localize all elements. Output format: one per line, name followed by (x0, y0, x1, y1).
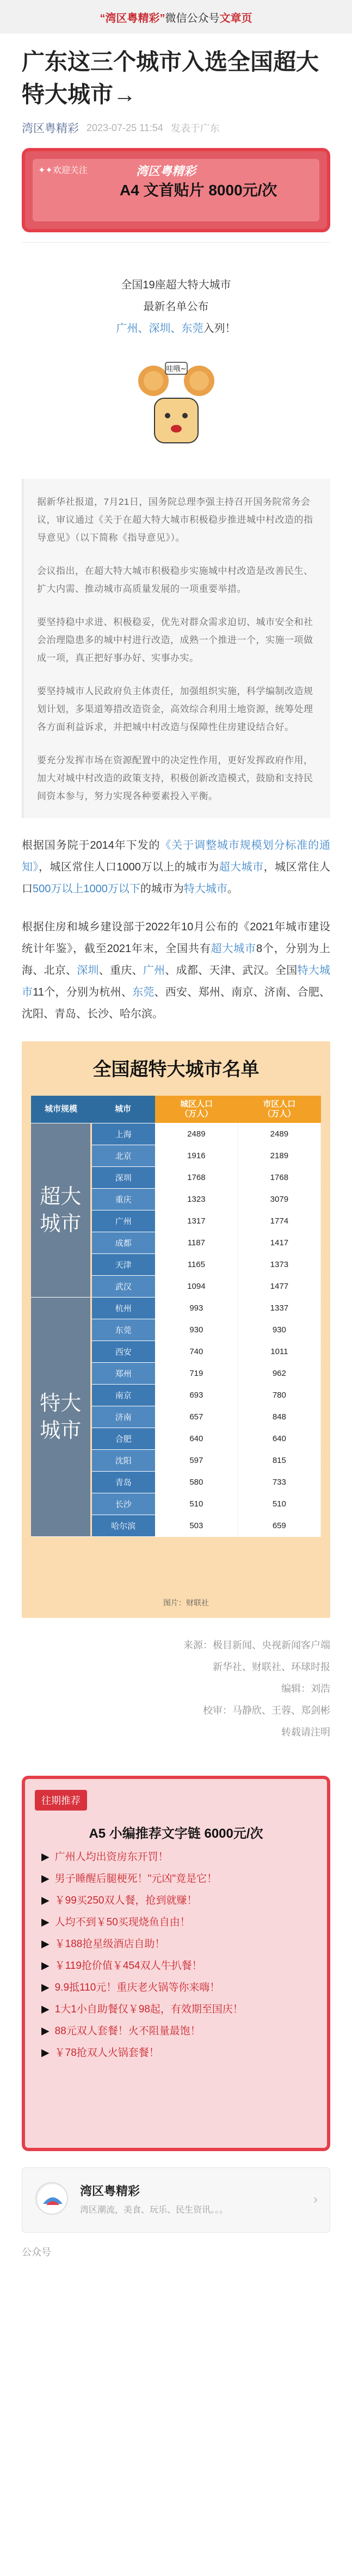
author-link[interactable]: 湾区粤精彩 (22, 122, 79, 135)
table-cell-city: 成都 (91, 1232, 155, 1253)
recommend-link-text: 1大1小自助餐仅￥98起，有效期至国庆！ (54, 2004, 243, 2015)
chevron-right-icon: › (313, 2192, 318, 2207)
table-title: 全国超特大城市名单 (92, 1059, 260, 1080)
city-table (31, 1096, 321, 1537)
footer-label: 公众号 (22, 2247, 51, 2258)
table-cell-district: 1774 (238, 1210, 320, 1232)
table-source: 图片：财联社 (163, 1598, 209, 1607)
table-group-label: 特大城市 (31, 1297, 91, 1536)
arrow-right-icon: ▶ (41, 1938, 50, 1950)
credits-block (22, 1634, 330, 1743)
table-cell-district: 1373 (238, 1253, 320, 1275)
table-cell-district: 1768 (238, 1166, 320, 1188)
credits-line: 新华社、财联社、环球时报 (213, 1661, 330, 1672)
credits-line: 校审：马静欣、王蓉、郑剑彬 (203, 1705, 330, 1716)
table-cell-city: 合肥 (91, 1428, 155, 1449)
table-cell-city: 武汉 (91, 1275, 155, 1297)
table-cell-district: 3079 (238, 1188, 320, 1210)
table-cell-district: 780 (238, 1384, 320, 1406)
city-list-table-image (22, 1041, 330, 1618)
article-meta (22, 120, 330, 136)
table-cell-district: 733 (238, 1471, 320, 1493)
intro-cities: 广州、深圳、东莞 (116, 323, 203, 335)
table-cell-urban: 510 (155, 1493, 238, 1515)
ad-slot-price: A4 文首贴片 8000元/次 (120, 182, 277, 199)
recommend-link[interactable] (41, 1890, 316, 1912)
table-header: 市区人口 （万人） (238, 1096, 320, 1123)
quote-paragraph: 会议指出，在超大特大城市积极稳步实施城中村改造是改善民生、扩大内需、推动城市高质量发展的一项重要举措。 (37, 566, 313, 594)
intro-line-1: 全国19座超大特大城市 (121, 279, 231, 291)
table-cell-district: 930 (238, 1319, 320, 1340)
recommended-links-box (22, 1776, 330, 2151)
table-cell-urban: 719 (155, 1362, 238, 1384)
table-cell-city: 西安 (91, 1340, 155, 1362)
policy-link[interactable]: 《关于调整城市规模划分标准的通知》 (22, 839, 331, 873)
table-cell-district: 2489 (238, 1123, 320, 1145)
table-cell-urban: 740 (155, 1340, 238, 1362)
table-cell-district: 1337 (238, 1297, 320, 1319)
recommend-link-text: 人均不到￥50买现烧鱼自由！ (54, 1917, 190, 1928)
topbar-channel: 微信公众号 (165, 12, 220, 24)
recommend-link-text: ￥188抢星级酒店自助！ (54, 1938, 165, 1950)
arrow-right-icon: ▶ (41, 2004, 50, 2015)
intro-line-2: 最新名单公布 (143, 301, 209, 313)
ad-banner-inner (33, 159, 319, 221)
recommend-link-text: 男子睡醒后腿梗死！"元凶"竟是它！ (54, 1873, 218, 1885)
recommend-link[interactable] (41, 1999, 316, 2021)
table-header: 城市规模 (31, 1096, 91, 1123)
recommend-link[interactable] (41, 2021, 316, 2042)
quote-paragraph: 要充分发挥市场在资源配置中的决定性作用，更好发挥政府作用，加大对城中村改造的政策支持，积极创新改造模式，鼓励和支持民间资本参与，努力实现各种要素投入平衡。 (37, 755, 313, 801)
credits-line: 来源：极目新闻、央视新闻客户端 (183, 1640, 330, 1651)
table-cell-city: 沈阳 (91, 1449, 155, 1471)
table-cell-urban: 1768 (155, 1166, 238, 1188)
publish-location: 发表于广东 (170, 123, 220, 134)
intro-block (22, 274, 330, 339)
table-cell-city: 哈尔滨 (91, 1515, 155, 1536)
table-cell-city: 天津 (91, 1253, 155, 1275)
table-cell-urban: 993 (155, 1297, 238, 1319)
table-cell-urban: 640 (155, 1428, 238, 1449)
table-cell-urban: 597 (155, 1449, 238, 1471)
table-cell-city: 郑州 (91, 1362, 155, 1384)
intro-line-3 (22, 318, 330, 339)
table-cell-district: 815 (238, 1449, 320, 1471)
table-cell-urban: 1094 (155, 1275, 238, 1297)
arrow-right-icon: ▶ (41, 1982, 50, 1993)
recommend-link-text: 88元双人套餐！火不阻量最饱！ (54, 2025, 201, 2037)
credits-line: 转载请注明 (281, 1727, 330, 1738)
publish-datetime: 2023-07-25 11:54 (87, 122, 163, 133)
recommend-link-text: 9.9抵110元！重庆老火锅等你来嗨！ (54, 1982, 220, 1993)
table-cell-urban: 693 (155, 1384, 238, 1406)
table-cell-city: 杭州 (91, 1297, 155, 1319)
news-quote-block (22, 479, 330, 818)
table-cell-urban: 1323 (155, 1188, 238, 1210)
article-container (22, 34, 330, 2259)
ad-brand-text: 湾区粤精彩 (136, 164, 196, 178)
table-cell-district: 848 (238, 1406, 320, 1428)
arrow-right-icon: ▶ (41, 1873, 50, 1885)
table-cell-urban: 1317 (155, 1210, 238, 1232)
arrow-right-icon: ▶ (41, 1917, 50, 1928)
arrow-right-icon: ▶ (41, 1851, 50, 1863)
recommend-link[interactable] (41, 1977, 316, 1999)
table-header: 城市 (91, 1096, 155, 1123)
quote-paragraph: 要坚持城市人民政府负主体责任，加强组织实施，科学编制改造规划计划，多渠道筹措改造资金，高效综合利用土地资源，统筹处理各方面利益诉求，并把城中村改造与保障性住房建设结合好。 (37, 686, 313, 732)
recommend-link-text: 广州人均出资房东开罚！ (54, 1851, 169, 1863)
table-row (31, 1123, 321, 1145)
table-cell-city: 南京 (91, 1384, 155, 1406)
table-cell-city: 青岛 (91, 1471, 155, 1493)
body-paragraph-2: 根据住房和城乡建设部于2022年10月公布的《2021年城市建设统计年鉴》，截至2021年末，全国共有超大城市8个，分别为上海、北京、深圳、重庆、广州、成都、天津、武汉。全国特大城市11个，分别为杭州、东莞、西安、郑州、南京、济南、合肥、沈阳、青岛、长沙、哈尔滨。 (22, 921, 331, 1020)
topbar-account-name: “湾区粤精彩” (100, 12, 165, 24)
table-cell-city: 上海 (91, 1123, 155, 1145)
credits-line: 编辑：刘浩 (281, 1683, 330, 1694)
topbar-page-type: 文章页 (219, 12, 252, 24)
quote-paragraph: 要坚持稳中求进、积极稳妥，优先对群众需求迫切、城市安全和社会治理隐患多的城中村进行改造，成熟一个推进一个，实施一项做成一项，真正把好事办好、实事办实。 (37, 617, 313, 663)
table-cell-urban: 1916 (155, 1145, 238, 1166)
account-name: 湾区粤精彩 (80, 2184, 140, 2198)
arrow-right-icon: ▶ (41, 1960, 50, 1972)
table-cell-district: 2189 (238, 1145, 320, 1166)
table-cell-city: 长沙 (91, 1493, 155, 1515)
recommend-link[interactable] (41, 1868, 316, 1890)
table-cell-district: 1417 (238, 1232, 320, 1253)
recommend-link[interactable] (41, 2042, 316, 2064)
recommend-link[interactable] (41, 1955, 316, 1977)
table-cell-city: 济南 (91, 1406, 155, 1428)
account-card[interactable] (22, 2167, 330, 2233)
table-cell-district: 1477 (238, 1275, 320, 1297)
sticker-text: 哇哦~ (166, 365, 186, 373)
top-ad-banner[interactable] (22, 148, 330, 232)
table-cell-district: 659 (238, 1515, 320, 1536)
body-paragraph-1: 根据国务院于2014年下发的《关于调整城市规模划分标准的通知》，城区常住人口1000万以上的城市为超大城市，城区常住人口500万以上1000万以下的城市为特大城市。 (22, 839, 331, 895)
recommend-headline: A5 小编推荐文字链 6000元/次 (89, 1826, 263, 1841)
cheering-sticker-image (133, 355, 220, 447)
table-cell-city: 深圳 (91, 1166, 155, 1188)
table-cell-district: 510 (238, 1493, 320, 1515)
table-group-label: 超大城市 (31, 1123, 91, 1297)
article-title: 广东这三个城市入选全国超大特大城市→ (22, 49, 319, 107)
recommend-link-text: ￥99买250双人餐，抢到就赚！ (54, 1895, 197, 1906)
table-cell-city: 北京 (91, 1145, 155, 1166)
recommend-link[interactable] (41, 1846, 316, 1868)
table-cell-city: 东莞 (91, 1319, 155, 1340)
table-cell-urban: 657 (155, 1406, 238, 1428)
recommend-list (41, 1846, 316, 2064)
intro-tail: 入列！ (203, 323, 236, 335)
account-logo-icon (35, 2182, 68, 2215)
table-cell-urban: 580 (155, 1471, 238, 1493)
recommend-link[interactable] (41, 1933, 316, 1955)
table-cell-urban: 503 (155, 1515, 238, 1536)
table-cell-urban: 1165 (155, 1253, 238, 1275)
table-cell-city: 广州 (91, 1210, 155, 1232)
table-cell-city: 重庆 (91, 1188, 155, 1210)
table-cell-district: 640 (238, 1428, 320, 1449)
divider (22, 242, 330, 243)
arrow-right-icon: ▶ (41, 2047, 50, 2059)
table-cell-district: 1011 (238, 1340, 320, 1362)
recommend-tag: 往期推荐 (35, 1790, 87, 1811)
table-cell-district: 962 (238, 1362, 320, 1384)
account-description: 湾区潮流，美食、玩乐、民生资讯。。。 (80, 2206, 229, 2215)
table-cell-urban: 2489 (155, 1123, 238, 1145)
top-banner (0, 0, 352, 34)
table-row (31, 1297, 321, 1319)
arrow-right-icon: ▶ (41, 1895, 50, 1906)
arrow-right-icon: ▶ (41, 2025, 50, 2037)
recommend-link[interactable] (41, 1912, 316, 1933)
table-cell-urban: 930 (155, 1319, 238, 1340)
table-header: 城区人口 （万人） (155, 1096, 238, 1123)
table-cell-urban: 1187 (155, 1232, 238, 1253)
ad-welcome-text: ✦✦欢迎关注 (38, 166, 88, 175)
recommend-link-text: ￥119抢价值￥454双人牛扒餐！ (54, 1960, 202, 1972)
recommend-link-text: ￥78抢双人火锅套餐！ (54, 2047, 159, 2059)
quote-paragraph: 据新华社报道，7月21日，国务院总理李强主持召开国务院常务会议，审议通过《关于在超大特大城市积极稳步推进城中村改造的指导意见》（以下简称《指导意见》）。 (37, 497, 313, 543)
